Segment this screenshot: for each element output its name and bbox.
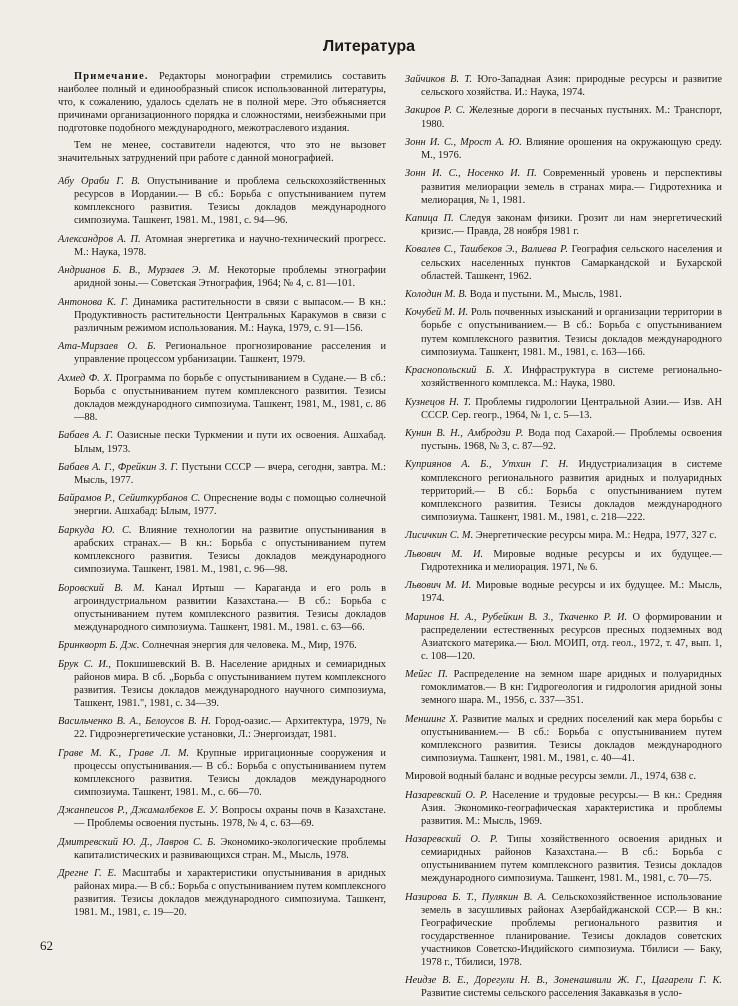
- entry-text: Экономико-экологические проблемы капиталистических и развивающихся стран. М., Мысль, 1978.: [74, 836, 386, 861]
- entry-author: Меншинг Х.: [405, 713, 459, 725]
- entry-author: Дмитревский Ю. Д., Лавров С. Б.: [58, 836, 216, 848]
- entry-author: Антонова К. Г.: [58, 296, 129, 308]
- bibliography-entry: [58, 715, 386, 741]
- right-column: [405, 73, 722, 1006]
- entry-text: Роль почвенных изысканий и организации территории в борьбе с опустыниванием.— В сб.: Борьба с опустыниванием путем комплексного развития. Тезисы докладов международного симпозиума. Ташкент, 1981. М., 1981, с. 163—166.: [421, 307, 722, 358]
- bibliography-entry: [405, 611, 722, 663]
- entry-author: Ата-Мирзаев О. Б.: [58, 341, 156, 353]
- entry-text: Опустынивание и проблема сельскохозяйственных ресурсов в Иордании.— В сб.: Борьба с опустыниванием путем комплексного развития. Тезисы докладов международного симпозиума. Ташкент, 1981. М., 1981, с. 94—96.: [74, 176, 386, 227]
- entry-text: Покшишевский В. В. Население аридных и семиаридных районов мира. В сб. „Борьба с опустыниванием путем комплексного развития. Тезисы докладов международного научного симпозиума, Ташкент, 1981.", 1981, с. 34—39.: [74, 658, 386, 709]
- entry-text: Оазисные пески Туркмении и пути их освоения. Ашхабад. Ылым, 1973.: [74, 430, 387, 455]
- entry-author: Куприянов А. Б., Утхин Г. Н.: [405, 459, 569, 471]
- entry-text: Проблемы гидрологии Центральной Азии.— Изв. АН СССР. Сер. геогр., 1964, № 1, с. 5—13.: [421, 396, 723, 421]
- entry-author: Зонн И. С., Мрост А. Ю.: [405, 136, 522, 148]
- entry-text: Канал Иртыш — Караганда и его роль в агроиндустриальном развитии Казахстана.— В сб.: Борьба с опустыниванием путем комплексного развития. Тезисы докладов международного симпозиума. Ташкент, 1981. М., 1981. с. 63—66.: [74, 582, 386, 633]
- entry-author: Бринкворт Б. Дж.: [58, 640, 140, 652]
- entry-author: Граве М. К., Граве Л. М.: [58, 747, 190, 759]
- entry-text: Влияние орошения на окружающую среду. М., 1976.: [421, 136, 722, 162]
- entry-text: Население и трудовые ресурсы.— В кн.: Средняя Азия. Экономико-географическая характеристика и проблемы развития. М.: Мысль, 1969.: [421, 789, 722, 827]
- bibliography-entry: [58, 639, 386, 652]
- bibliography-entry: [58, 658, 386, 710]
- editorial-note: [58, 70, 386, 165]
- entry-author: Джанпеисов Р., Джамалбеков Е. У.: [58, 805, 219, 817]
- entry-text: Индустриализация в системе комплексного регионального развития аридных и полуаридных территорий.— В сб.: Борьба с опустыниванием путем комплексного развития. Тезисы докладов международного симпозиума. Ташкент, 1981. М., 1981, с. 218—222.: [421, 459, 722, 523]
- bibliography-entry: [58, 524, 386, 576]
- entry-text: Следуя законам физики. Грозит ли нам энергетический кризис.— Правда, 28 ноября 1981 г.: [421, 212, 723, 238]
- bibliography-entry: [58, 867, 386, 919]
- entry-text: Солнечная энергия для человека. М., Мир, 1976.: [139, 640, 357, 652]
- note-label: Примечание.: [74, 71, 149, 82]
- entry-author: Кунин В. Н., Амбродзи Р.: [405, 427, 524, 439]
- bibliography-entry: [58, 340, 386, 366]
- entry-text: Типы хозяйственного освоения аридных и семиаридных районов Казахстана.— В сб.: Борьба с опустыниванием путем комплексного развития. Тезисы докладов международного симпозиума. Ташкент, 1981. М., 1981, с. 70—75.: [421, 834, 722, 885]
- bibliography-entry: [58, 836, 386, 862]
- entry-author: Ахмед Ф. Х.: [58, 372, 113, 384]
- entry-text: Город-оазис.— Архитектура, 1979, № 22. Гидроэнергетические установки, Л.: Энергоиздат, 1981.: [74, 716, 387, 741]
- entry-author: Александров А. П.: [58, 233, 141, 245]
- entry-text: Инфраструктура в системе регионально-хозяйственного комплекса. М.: Наука, 1980.: [421, 365, 722, 390]
- entry-author: Львович М. И.: [405, 548, 484, 560]
- bibliography-entry: [405, 167, 722, 206]
- entry-text: Масштабы и характеристики опустынивания в аридных районах мира.— В сб.: Борьба с опустыниванием путем комплексного развития. Тезисы докладов международного симпозиума. Ташкент, 1981. М., 1981, с. 19—20.: [74, 868, 386, 919]
- entry-author: Абу Ораби Г. В.: [58, 176, 141, 188]
- entry-author: Назирова Б. Т., Пулякин В. А.: [405, 891, 547, 903]
- bibliography-entry: [58, 747, 386, 799]
- entry-author: Кузнецов Н. Т.: [405, 396, 472, 408]
- entry-text: Крупные ирригационные сооружения и процессы опустынивания.— В сб.: Борьба с опустыниванием путем комплексного развития. Тезисы докладов международного симпозиума. Ташкент, 1981. М., с. 66—70.: [74, 747, 386, 798]
- entry-author: Капица П.: [405, 212, 454, 224]
- entry-text: О формировании и распределении естественных ресурсов пресных подземных вод Азиатского материка.— Бюл. МОИП, отд. геол., 1972, т. 47, вып. 1, с. 108—120.: [421, 611, 722, 662]
- bibliography-entry: [405, 396, 722, 422]
- entry-text: Вода и пустыни. М., Мысль, 1981.: [467, 289, 622, 300]
- entry-author: Кочубей М. И.: [405, 307, 469, 319]
- bibliography-entry: [58, 264, 386, 290]
- bibliography-entry: [405, 306, 722, 358]
- entry-text: Юго-Западная Азия: природные ресурсы и развитие сельского хозяйства. И.: Наука, 1974.: [421, 74, 722, 99]
- entry-author: Андрианов Б. В., Мурзаев Э. М.: [58, 265, 220, 277]
- bibliography-entry: [58, 296, 386, 335]
- note-paragraph-2: Тем не менее, составители надеются, что это не вызовет значительных затруднений при работе с данной монографией.: [58, 140, 386, 165]
- entry-text: Развитие малых и средних поселений как мера борьбы с опустыниванием.— В сб.: Борьба с опустыниванием путем комплексного развития. Тезисы докладов международного симпозиума. Ташкент, 1981. М., 1981, с. 40—41.: [421, 713, 722, 764]
- bibliography-entry: [58, 804, 386, 830]
- page-title: Литература: [322, 38, 416, 55]
- bibliography-entry: [405, 288, 722, 301]
- entry-text: Вопросы охраны почв в Казахстане.— Проблемы освоения пустынь. 1978, № 4, с. 63—69.: [74, 805, 386, 830]
- entry-text: Пустыни СССР — вчера, сегодня, завтра. М.: Мысль, 1977.: [74, 461, 387, 486]
- entry-author: Маринов Н. А., Рубейкин В. З., Ткаченко Р. И.: [405, 611, 628, 623]
- bibliography-entry: [58, 492, 386, 518]
- bibliography-entry: [58, 372, 386, 424]
- entry-author: Ковалев С., Ташбеков Э., Валиева Р.: [405, 244, 569, 256]
- entry-text: Опреснение воды с помощью солнечной энергии. Ашхабад: Ылым, 1977.: [74, 493, 387, 518]
- entry-author: Бабаев А. Г.: [58, 430, 114, 442]
- bibliography-entry: [405, 833, 722, 885]
- entry-text: Мировые водные ресурсы и их будущее. М.: Мысль, 1974.: [421, 580, 723, 605]
- entry-author: Зонн И. С., Носенко И. П.: [405, 168, 537, 180]
- bibliography-entry: [405, 212, 722, 238]
- bibliography-entry: [405, 364, 722, 390]
- entry-author: Дрегне Г. Е.: [58, 868, 117, 880]
- bibliography-entry: [405, 243, 722, 282]
- entry-author: Колодин М. В.: [405, 289, 468, 300]
- left-column: [58, 70, 386, 925]
- entry-author: Брук С. И.,: [58, 658, 112, 670]
- bibliography-entry: [405, 770, 722, 783]
- entry-text: Некоторые проблемы этнографии аридной зоны.— Советская Этнография, 1964; № 4, с. 81—101.: [74, 265, 386, 290]
- entry-text: Современный уровень и перспективы развития мелиорации земель в странах мира.— Гидротехника и мелиорация, № 1, 1981.: [421, 168, 722, 206]
- entry-text: Атомная энергетика и научно-технический прогресс. М.: Наука, 1978.: [74, 233, 386, 258]
- bibliography-entry: [58, 233, 386, 259]
- bibliography-list-left: [58, 175, 386, 919]
- entry-author: Мейгс П.: [405, 669, 448, 681]
- bibliography-entry: [405, 427, 722, 453]
- entry-text: Программа по борьбе с опустыниванием в Судане.— В сб.: Борьба с опустыниванием путем комплексного развития. Тезисы докладов международного симпозиума. Ташкент, 1981, М., 1981, с. 86—88.: [74, 372, 387, 424]
- note-paragraph: [58, 70, 386, 135]
- bibliography-entry: [405, 548, 722, 574]
- entry-text: Влияние технологии на развитие опустынивания в арабских странах.— В кн.: Борьба с опустыниванием путем комплексного развития. Тезисы докладов международного симпозиума. Ташкент, 1981. М., 1981, с. 96—98.: [74, 524, 386, 576]
- bibliography-entry: [58, 461, 386, 487]
- entry-text: Железные дороги в песчаных пустынях. М.: Транспорт, 1980.: [421, 105, 722, 130]
- entry-author: Краснопольский Б. Х.: [405, 365, 513, 377]
- bibliography-entry: [405, 668, 722, 707]
- entry-text: Мировые водные ресурсы и их будущее.— Гидротехника и мелиорация. 1971, № 6.: [421, 548, 722, 573]
- entry-author: Бабаев А. Г., Фрейкин З. Г.: [58, 461, 179, 473]
- entry-text: Динамика растительности в связи с выпасом.— В кн.: Продуктивность растительности Центральных Каракумов в связи с различным режимом использования. М.: Наука, 1979, с. 91—156.: [74, 296, 386, 334]
- bibliography-entry: [405, 891, 722, 969]
- bibliography-entry: [58, 175, 386, 227]
- entry-author: Назаревский О. Р.: [405, 789, 488, 801]
- entry-author: Неидзе В. Е., Дорегули Н. В., Зоненашвили Ж. Г., Цагарели Г. К.: [405, 975, 722, 987]
- entry-author: Назаревский О. Р.: [405, 834, 498, 846]
- entry-author: Байрамов Р., Сейиткурбанов С.: [58, 493, 201, 505]
- entry-text: Развитие системы сельского расселения Закавказья в усло-: [421, 988, 682, 1000]
- note-text: Редакторы монографии стремились составить наиболее полный и единообразный список использованной литературы, что, к сожалению, удалось сделать не в полной мере. Это объясняется причинами организационного порядка и сложностями, неизбежными при подготовке подобного международного, межотраслевого издания.: [58, 71, 386, 135]
- bibliography-entry: [58, 582, 386, 634]
- page-number: 62: [40, 938, 53, 953]
- entry-author: Зайчиков В. Т.: [405, 74, 473, 85]
- entry-author: Львович М. И.: [405, 580, 472, 592]
- entry-text: Мировой водный баланс и водные ресурсы земли. Л., 1974, 638 с.: [405, 771, 697, 783]
- entry-text: Региональное прогнозирование расселения и управление процессом урбанизации. Ташкент, 1979.: [74, 341, 387, 366]
- entry-author: Боровский В. М.: [58, 582, 145, 594]
- bibliography-entry: [405, 73, 722, 99]
- bibliography-entry: [58, 429, 386, 455]
- entry-text: Сельскохозяйственное использование земель в засушливых районах Азербайджанской ССР.— В кн.: Географические проблемы регионального развития и государственное планирование. Тезисы докладов советских участников Советско-Индийского симпозиума. Тбилиси — Баку, 1978 г., Тбилиси, 1978.: [421, 891, 722, 968]
- entry-author: Васильченко В. А., Белоусов В. Н.: [58, 716, 211, 728]
- entry-text: Энергетические ресурсы мира. М.: Недра, 1977, 327 с.: [473, 530, 717, 542]
- bibliography-entry: [405, 104, 722, 130]
- bibliography-entry: [405, 713, 722, 765]
- bibliography-entry: [405, 974, 722, 1000]
- bibliography-entry: [405, 579, 722, 605]
- bibliography-entry: [405, 789, 722, 828]
- bibliography-list-right: [405, 73, 722, 1001]
- bibliography-entry: [405, 458, 722, 523]
- entry-text: География сельского населения и сельских населенных пунктов Самаркандской и Бухарской областей. Ташкент, 1962.: [421, 244, 722, 282]
- bibliography-entry: [405, 529, 722, 542]
- bibliography-entry: [405, 136, 722, 162]
- entry-text: Распределение на земном шаре аридных и полуаридных гомоклиматов.— В кн: Гидрогеология и гидрология аридной зоны земного шара. М., 1956, с. 337—351.: [421, 669, 722, 707]
- entry-author: Баркуда Ю. С.: [58, 524, 132, 536]
- entry-text: Вода под Сахарой.— Проблемы освоения пустынь. 1968, № 3, с. 87—92.: [421, 427, 722, 453]
- entry-author: Лисичкин С. М.: [405, 530, 474, 542]
- entry-author: Закиров Р. С.: [405, 105, 466, 117]
